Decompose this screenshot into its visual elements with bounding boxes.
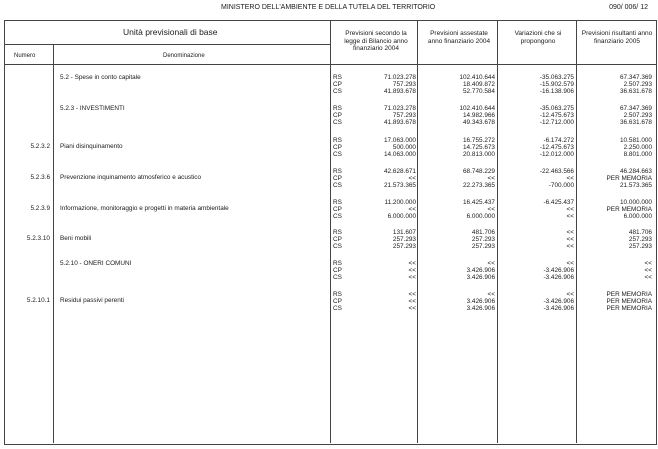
value-prev-legge: 11.200.000 bbox=[384, 199, 416, 206]
value-prev-risultanti: 36.631.678 bbox=[620, 119, 652, 127]
value-variazioni: -3.426.906 bbox=[543, 305, 574, 313]
value-prev-risultanti: 257.293 bbox=[628, 243, 652, 251]
value-prev-risultanti: 2.250.000 bbox=[623, 144, 652, 152]
value-prev-risultanti: << bbox=[644, 267, 652, 275]
row-code: RS bbox=[333, 168, 342, 175]
value-prev-assestate: 257.293 bbox=[471, 236, 495, 244]
value-prev-risultanti: << bbox=[644, 274, 652, 282]
value-variazioni: -12.712.000 bbox=[539, 119, 574, 127]
value-prev-legge: << bbox=[408, 267, 416, 275]
value-prev-legge: << bbox=[408, 291, 416, 298]
value-prev-assestate: 257.293 bbox=[471, 243, 495, 251]
row-code: CP bbox=[333, 112, 342, 120]
value-prev-assestate: 102.410.644 bbox=[459, 74, 495, 81]
value-prev-risultanti: << bbox=[644, 260, 652, 267]
value-variazioni: << bbox=[566, 243, 574, 251]
value-prev-legge: << bbox=[408, 206, 416, 214]
col-header-prev-legge: Previsioni secondo la legge di Bilancio anno finanziario 2004 bbox=[344, 30, 408, 52]
row-code: CP bbox=[333, 267, 342, 275]
value-prev-assestate: 14.982.966 bbox=[463, 112, 495, 120]
value-variazioni: -700.000 bbox=[548, 182, 574, 190]
value-prev-risultanti: PER MEMORIA bbox=[606, 206, 652, 214]
value-prev-risultanti: 46.284.663 bbox=[620, 168, 652, 175]
row-numero: 5.2.3.6 bbox=[30, 174, 50, 181]
value-prev-assestate: 16.425.437 bbox=[463, 199, 495, 206]
value-prev-legge: 757.293 bbox=[392, 81, 416, 89]
page-code: 090/ 006/ 12 bbox=[609, 4, 648, 11]
value-prev-risultanti: PER MEMORIA bbox=[606, 305, 652, 313]
value-prev-legge: 757.293 bbox=[392, 112, 416, 120]
value-variazioni: << bbox=[566, 236, 574, 244]
row-code: RS bbox=[333, 229, 342, 236]
value-variazioni: << bbox=[566, 213, 574, 221]
value-prev-risultanti: 8.801.000 bbox=[623, 151, 652, 159]
row-code: RS bbox=[333, 137, 342, 144]
col-header-prev-assestate: Previsioni assestate anno finanziario 2004 bbox=[427, 30, 491, 45]
col-header-prev-risultanti: Previsioni risultanti anno finanziario 2005 bbox=[581, 30, 653, 45]
value-prev-assestate: 3.426.906 bbox=[466, 305, 495, 313]
value-prev-legge: 21.573.365 bbox=[384, 182, 416, 190]
row-code: CS bbox=[333, 213, 342, 221]
value-prev-risultanti: 67.347.369 bbox=[620, 74, 652, 81]
row-denominazione: Prevenzione inquinamento atmosferico e acustico bbox=[60, 174, 202, 181]
value-variazioni: -6.425.437 bbox=[543, 199, 574, 206]
value-variazioni: -12.012.000 bbox=[539, 151, 574, 159]
value-variazioni: -22.463.566 bbox=[539, 168, 574, 175]
value-variazioni: -12.475.673 bbox=[539, 144, 574, 152]
value-prev-assestate: 6.000.000 bbox=[466, 213, 495, 221]
row-denominazione: 5.2.10 - ONERI COMUNI bbox=[60, 260, 132, 267]
value-prev-assestate: 16.755.272 bbox=[463, 137, 495, 144]
row-denominazione: Piani disinquinamento bbox=[60, 143, 123, 150]
value-prev-risultanti: 2.507.293 bbox=[623, 81, 652, 89]
value-variazioni: << bbox=[566, 260, 574, 267]
value-prev-risultanti: PER MEMORIA bbox=[606, 298, 652, 306]
row-denominazione: 5.2 - Spese in conto capitale bbox=[60, 74, 141, 81]
value-variazioni: -3.426.906 bbox=[543, 298, 574, 306]
row-code: CP bbox=[333, 81, 342, 89]
value-prev-risultanti: PER MEMORIA bbox=[606, 175, 652, 183]
value-prev-assestate: 22.273.365 bbox=[463, 182, 495, 190]
row-numero: 5.2.3.2 bbox=[30, 143, 50, 150]
row-code: CP bbox=[333, 144, 342, 152]
value-prev-legge: 17.063.000 bbox=[384, 137, 416, 144]
value-prev-assestate: << bbox=[487, 291, 495, 298]
col-header-denominazione: Denominazione bbox=[163, 53, 205, 59]
row-denominazione: Beni mobili bbox=[60, 235, 92, 242]
value-variazioni: << bbox=[566, 175, 574, 183]
value-prev-assestate: 14.725.673 bbox=[463, 144, 495, 152]
row-denominazione: Residui passivi perenti bbox=[60, 297, 124, 304]
value-prev-legge: 42.628.671 bbox=[384, 168, 416, 175]
value-prev-legge: << bbox=[408, 260, 416, 267]
row-code: RS bbox=[333, 74, 342, 81]
value-prev-risultanti: 10.000.000 bbox=[620, 199, 652, 206]
row-numero: 5.2.3.9 bbox=[30, 205, 50, 212]
value-prev-assestate: 3.426.906 bbox=[466, 274, 495, 282]
document-title: MINISTERO DELL'AMBIENTE E DELLA TUTELA DEL TERRITORIO bbox=[221, 4, 436, 11]
row-code: RS bbox=[333, 199, 342, 206]
row-code: CS bbox=[333, 305, 342, 313]
row-code: CS bbox=[333, 243, 342, 251]
value-prev-assestate: 3.426.906 bbox=[466, 267, 495, 275]
value-prev-assestate: << bbox=[487, 206, 495, 214]
value-variazioni: -12.475.673 bbox=[539, 112, 574, 120]
row-code: CS bbox=[333, 151, 342, 159]
value-prev-assestate: 52.770.584 bbox=[463, 88, 495, 96]
value-variazioni: << bbox=[566, 229, 574, 236]
value-prev-risultanti: 67.347.369 bbox=[620, 105, 652, 112]
value-prev-legge: 41.893.678 bbox=[384, 119, 416, 127]
value-prev-assestate: 102.410.644 bbox=[459, 105, 495, 112]
row-denominazione: Informazione, monitoraggio e progetti in materia ambientale bbox=[60, 205, 229, 212]
value-prev-legge: 257.293 bbox=[392, 236, 416, 244]
value-prev-legge: 41.893.678 bbox=[384, 88, 416, 96]
value-variazioni: -6.174.272 bbox=[543, 137, 574, 144]
value-variazioni: -35.063.275 bbox=[539, 74, 574, 81]
row-code: CP bbox=[333, 236, 342, 244]
row-code: CS bbox=[333, 274, 342, 282]
value-prev-risultanti: 36.631.678 bbox=[620, 88, 652, 96]
row-code: CS bbox=[333, 119, 342, 127]
value-prev-legge: << bbox=[408, 305, 416, 313]
col-header-numero: Numero bbox=[14, 53, 36, 59]
value-variazioni: -15.902.579 bbox=[539, 81, 574, 89]
value-prev-risultanti: 10.581.000 bbox=[620, 137, 652, 144]
value-prev-risultanti: 2.507.293 bbox=[623, 112, 652, 120]
value-prev-legge: << bbox=[408, 298, 416, 306]
value-variazioni: -16.138.906 bbox=[539, 88, 574, 96]
value-prev-risultanti: 21.573.365 bbox=[620, 182, 652, 190]
value-prev-legge: << bbox=[408, 175, 416, 183]
value-variazioni: -35.063.275 bbox=[539, 105, 574, 112]
value-prev-assestate: << bbox=[487, 260, 495, 267]
value-variazioni: -3.426.906 bbox=[543, 267, 574, 275]
value-prev-assestate: 49.343.678 bbox=[463, 119, 495, 127]
group-title: Unità previsionali di base bbox=[123, 27, 218, 37]
value-prev-legge: 14.063.000 bbox=[384, 151, 416, 159]
value-prev-risultanti: 257.293 bbox=[628, 236, 652, 244]
value-prev-legge: << bbox=[408, 274, 416, 282]
row-numero: 5.2.10.1 bbox=[26, 297, 50, 304]
value-prev-assestate: << bbox=[487, 175, 495, 183]
value-variazioni: << bbox=[566, 291, 574, 298]
col-header-variazioni: Variazioni che si propongono bbox=[514, 30, 562, 45]
value-prev-legge: 6.000.000 bbox=[387, 213, 416, 221]
value-prev-legge: 257.293 bbox=[392, 243, 416, 251]
row-code: CS bbox=[333, 182, 342, 190]
value-prev-assestate: 481.706 bbox=[471, 229, 495, 236]
row-code: RS bbox=[333, 105, 342, 112]
row-code: CP bbox=[333, 206, 342, 214]
value-prev-risultanti: PER MEMORIA bbox=[606, 291, 652, 298]
value-prev-assestate: 20.813.000 bbox=[463, 151, 495, 159]
value-prev-assestate: 3.426.906 bbox=[466, 298, 495, 306]
value-prev-legge: 71.023.278 bbox=[384, 105, 416, 112]
value-variazioni: << bbox=[566, 206, 574, 214]
value-variazioni: -3.426.906 bbox=[543, 274, 574, 282]
row-code: RS bbox=[333, 260, 342, 267]
row-code: RS bbox=[333, 291, 342, 298]
row-code: CP bbox=[333, 175, 342, 183]
value-prev-risultanti: 481.706 bbox=[628, 229, 652, 236]
row-denominazione: 5.2.3 - INVESTIMENTI bbox=[60, 105, 125, 112]
value-prev-risultanti: 6.000.000 bbox=[623, 213, 652, 221]
value-prev-legge: 71.023.278 bbox=[384, 74, 416, 81]
value-prev-legge: 131.607 bbox=[392, 229, 416, 236]
row-code: CP bbox=[333, 298, 342, 306]
row-code: CS bbox=[333, 88, 342, 96]
value-prev-legge: 500.000 bbox=[392, 144, 416, 152]
value-prev-assestate: 68.748.229 bbox=[463, 168, 495, 175]
row-numero: 5.2.3.10 bbox=[26, 235, 50, 242]
value-prev-assestate: 18.409.872 bbox=[463, 81, 495, 89]
